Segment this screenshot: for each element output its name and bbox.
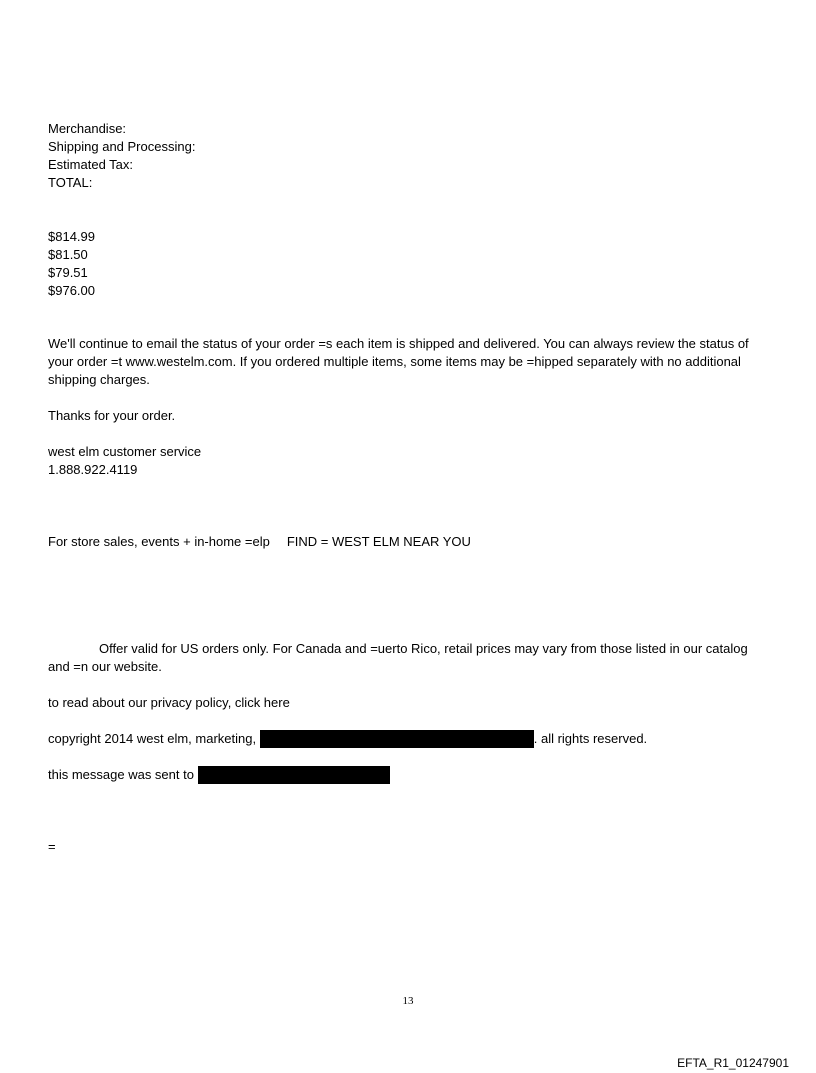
- tax-label: Estimated Tax:: [48, 157, 134, 172]
- thanks-text: Thanks for your order.: [48, 408, 176, 423]
- status-paragraph: We'll continue to email the status of your order =s each item is shipped and delivered. You can always review the status of your order =t www.westelm.com. If you ordered multiple items, some items may be =hipped separately with no additional shipping charges.: [48, 336, 749, 387]
- equals-sign: =: [48, 839, 56, 854]
- bates-number: EFTA_R1_01247901: [677, 1056, 789, 1070]
- sent-to-text: this message was sent to: [48, 767, 194, 782]
- total-label: TOTAL:: [48, 175, 93, 190]
- tax-value: $79.51: [48, 265, 88, 280]
- find-store-link[interactable]: FIND = WEST ELM NEAR YOU: [286, 534, 471, 549]
- offer-paragraph: [48, 640, 768, 676]
- offer-text: Offer valid for US orders only. For Canada and =uerto Rico, retail prices may vary from those listed in our catalog and =n our website.: [48, 641, 748, 674]
- copyright-suffix: . all rights reserved.: [533, 731, 648, 746]
- copyright-prefix: copyright 2014 west elm, marketing,: [48, 731, 257, 746]
- store-text: For store sales, events + in-home =elp: [48, 534, 270, 549]
- shipping-value: $81.50: [48, 247, 88, 262]
- merchandise-value: $814.99: [48, 229, 95, 244]
- store-line: [48, 533, 471, 551]
- merchandise-label: Merchandise:: [48, 121, 127, 136]
- shipping-label: Shipping and Processing:: [48, 139, 196, 154]
- redaction-box: [198, 766, 390, 784]
- customer-service-phone: 1.888.922.4119: [48, 462, 138, 477]
- total-value: $976.00: [48, 283, 95, 298]
- privacy-line[interactable]: to read about our privacy policy, click here: [48, 695, 290, 710]
- redaction-box: [260, 730, 534, 748]
- customer-service-name: west elm customer service: [48, 444, 202, 459]
- page-number: 13: [402, 995, 414, 1007]
- copyright-line: [48, 730, 647, 748]
- sent-to-line: [48, 766, 390, 784]
